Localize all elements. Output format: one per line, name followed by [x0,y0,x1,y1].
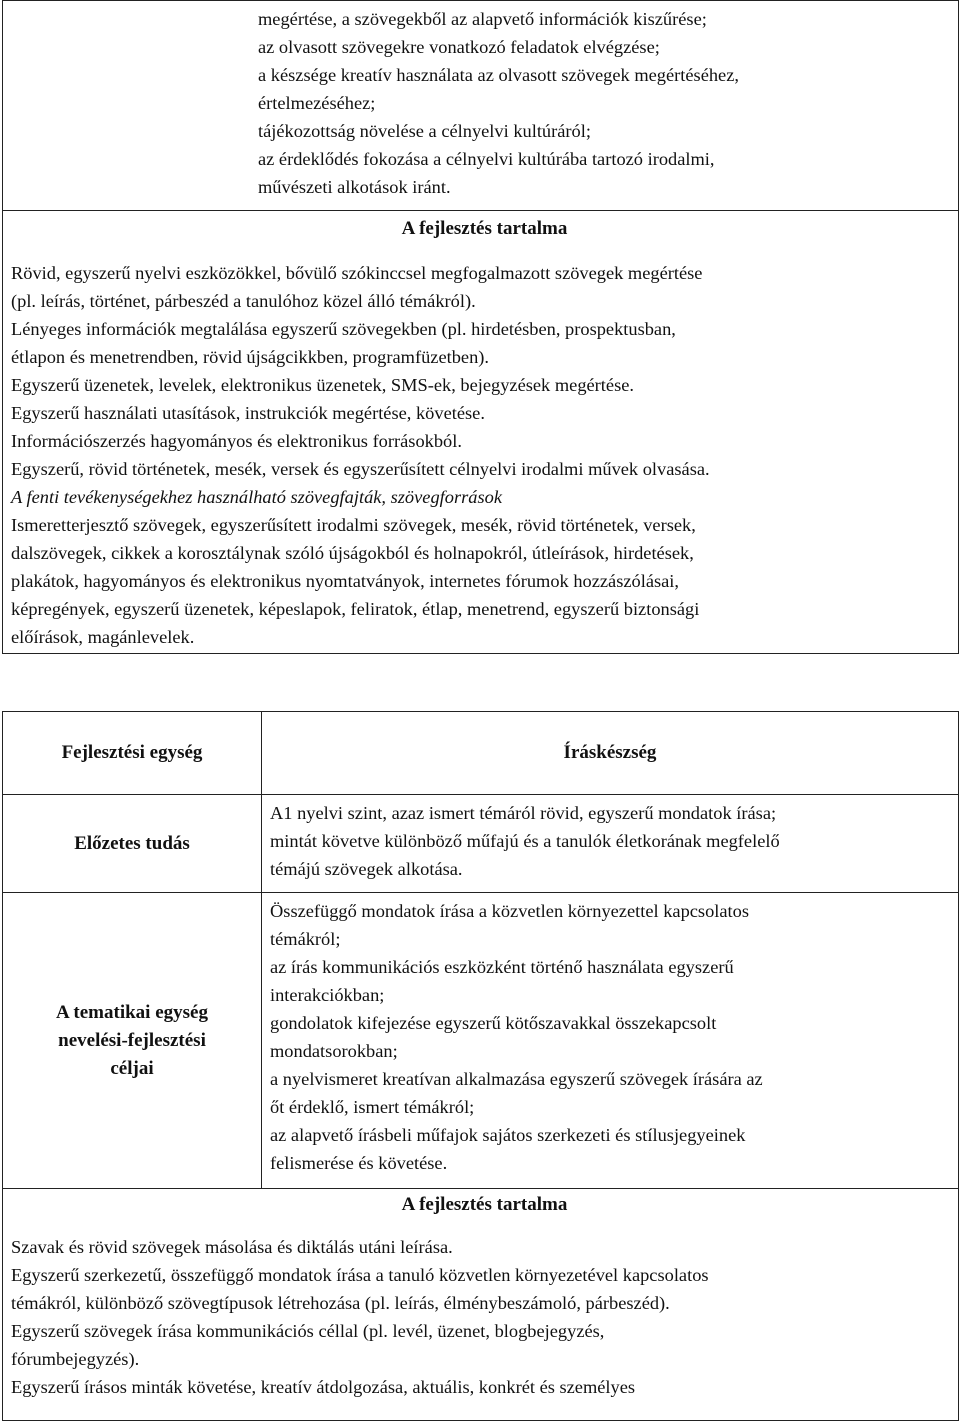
content-line: témákról, különböző szövegtípusok létrehozása (pl. leírás, élménybeszámoló, párbeszéd). [11,1293,670,1313]
goals-text [3,1,958,201]
unit-value: Íráskészség [563,742,657,763]
goal-line: a nyelvismeret kreatívan alkalmazása egyszerű szövegek írására az [270,1069,763,1089]
goals-label-cell [3,893,262,1189]
goal-line: az olvasott szövegekre vonatkozó feladatok elvégzése; [258,37,660,57]
content-line: Rövid, egyszerű nyelvi eszközökkel, bővülő szókinccsel megfogalmazott szövegek megértése [11,263,703,283]
goal-line: témákról; [270,929,341,949]
prior-line: témájú szövegek alkotása. [270,859,463,879]
goal-line: őt érdeklő, ismert témákról; [270,1097,475,1117]
prior-line: mintát követve különböző műfajú és a tanulók életkorának megfelelő [270,831,780,851]
goal-line: tájékozottság növelése a célnyelvi kultúráról; [258,121,591,141]
goal-line: az írás kommunikációs eszközként történő használata egyszerű [270,957,734,977]
content-heading: A fejlesztés tartalma [401,218,568,239]
text-types-heading: A fenti tevékenységekhez használható szövegfajták, szövegforrások [11,487,502,507]
goal-line: értelmezéséhez; [258,93,376,113]
content-text [11,211,958,651]
goal-line: mondatsorokban; [270,1041,398,1061]
content-line: Információszerzés hagyományos és elektronikus forrásokból. [11,431,462,451]
text-types-line: dalszövegek, cikkek a korosztálynak szóló újságokból és holnapokról, útleírások, hirdetések, [11,543,694,563]
unit-label-cell [3,712,262,795]
goals-cell-writing [262,893,959,1189]
content-line: Egyszerű írásos minták követése, kreatív átdolgozása, aktuális, konkrét és személyes [11,1377,636,1397]
prior-knowledge-cell [262,795,959,893]
content-line: Egyszerű üzenetek, levelek, elektronikus üzenetek, SMS-ek, bejegyzések megértése. [11,375,634,395]
goals-label-line: céljai [110,1057,154,1079]
prior-label-cell [3,795,262,893]
writing-skills-table [2,711,959,1421]
goal-line: a készsége kreatív használata az olvasott szövegek megértéséhez, [258,65,739,85]
content-line: Egyszerű szerkezetű, összefüggő mondatok írása a tanuló közvetlen környezetével kapcsolatos [11,1265,709,1285]
goals-cell [3,1,959,211]
goal-line: művészeti alkotások iránt. [258,177,451,197]
goal-line: Összefüggő mondatok írása a közvetlen környezettel kapcsolatos [270,901,750,921]
writing-content-cell [3,1189,959,1421]
goal-line: interakciókban; [270,985,385,1005]
goals-label-line: A tematikai egység [56,1001,208,1023]
content-line: Egyszerű használati utasítások, instrukciók megértése, követése. [11,403,485,423]
unit-label: Fejlesztési egység [61,742,203,763]
content-line: Lényeges információk megtalálása egyszerű szövegekben (pl. hirdetésben, prospektusban, [11,319,676,339]
goal-line: az érdeklődés fokozása a célnyelvi kultúrába tartozó irodalmi, [258,149,715,169]
unit-value-cell [262,712,959,795]
content-cell [3,211,959,654]
content-line: Szavak és rövid szövegek másolása és diktálás utáni leírása. [11,1237,453,1257]
goal-line: gondolatok kifejezése egyszerű kötőszavakkal összekapcsolt [270,1013,717,1033]
content-heading: A fejlesztés tartalma [401,1194,568,1215]
text-types-line: Ismeretterjesztő szövegek, egyszerűsített irodalmi szövegek, mesék, rövid történetek, versek, [11,515,696,535]
text-types-line: előírások, magánlevelek. [11,627,195,647]
prior-label: Előzetes tudás [74,832,190,854]
content-line: étlapon és menetrendben, rövid újságcikkben, programfüzetben). [11,347,489,367]
prior-line: A1 nyelvi szint, azaz ismert témáról rövid, egyszerű mondatok írása; [270,803,777,823]
text-types-line: plakátok, hagyományos és elektronikus nyomtatványok, internetes fórumok hozzászólásai, [11,571,680,591]
goals-label-line: nevelési-fejlesztési [58,1029,206,1051]
text-types-line: képregények, egyszerű üzenetek, képeslapok, feliratok, étlap, menetrend, egyszerű biztonsági [11,599,700,619]
content-line: fórumbejegyzés). [11,1349,140,1369]
content-line: (pl. leírás, történet, párbeszéd a tanulóhoz közel álló témákról). [11,291,476,311]
goal-line: az alapvető írásbeli műfajok sajátos szerkezeti és stílusjegyeinek [270,1125,746,1145]
goal-line: felismerése és követése. [270,1153,448,1173]
reading-skills-table [2,0,959,654]
content-line: Egyszerű, rövid történetek, mesék, versek és egyszerűsített célnyelvi irodalmi művek olvasása. [11,459,710,479]
content-line: Egyszerű szövegek írása kommunikációs céllal (pl. levél, üzenet, blogbejegyzés, [11,1321,605,1341]
writing-content-text [11,1189,958,1401]
goal-line: megértése, a szövegekből az alapvető információk kiszűrése; [258,9,707,29]
